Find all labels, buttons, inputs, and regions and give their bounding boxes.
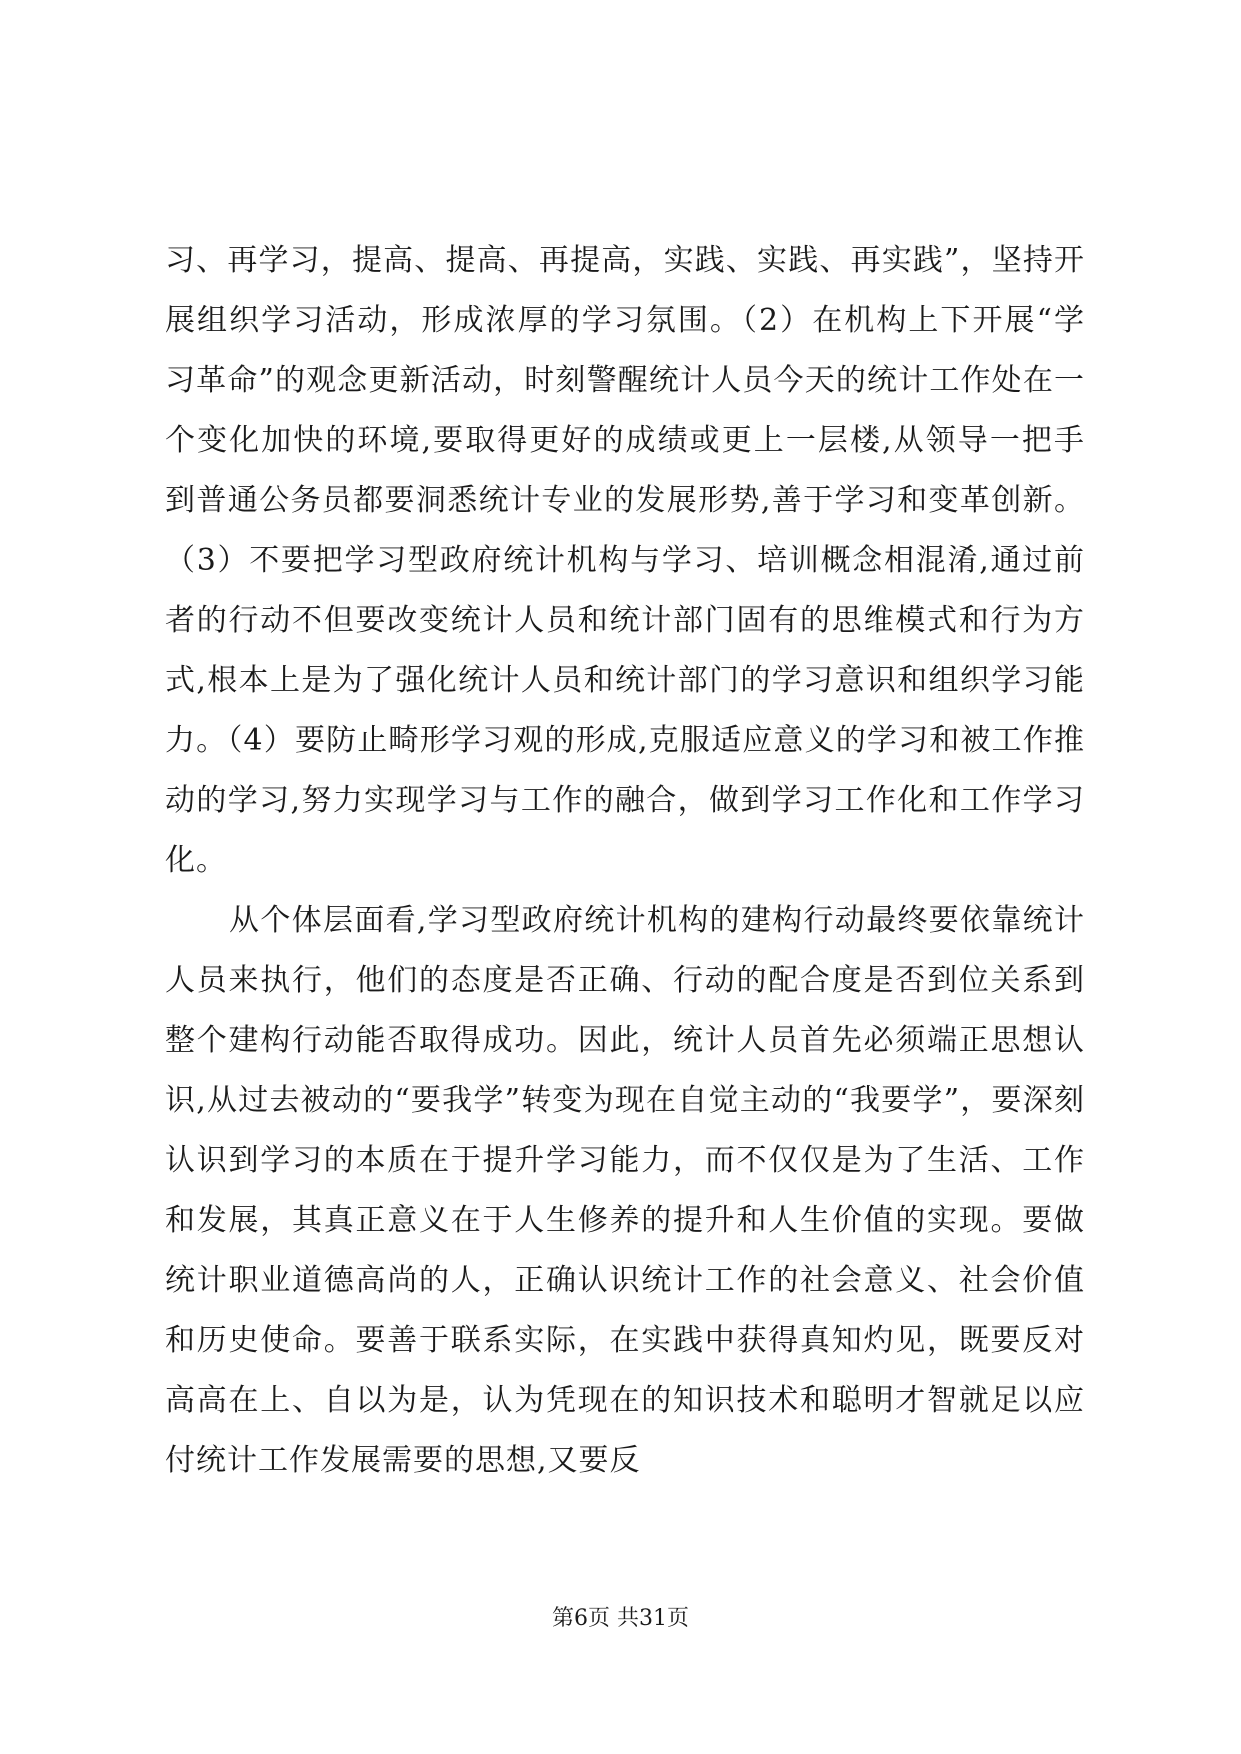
paragraph-1: 习、再学习，提高、提高、再提高，实践、实践、再实践”，坚持开展组织学习活动，形成浓厚的学习氛围。（2）在机构上下开展“学习革命”的观念更新活动，时刻警醒统计人员今天的统计工作处在一个变化加快的环境,要取得更好的成绩或更上一层楼,从领导一把手到普通公务员都要洞悉统计专业的发展形势,善于学习和变革创新。（3）不要把学习型政府统计机构与学习、培训概念相混淆,通过前者的行动不但要改变统计人员和统计部门固有的思维模式和行为方式,根本上是为了强化统计人员和统计部门的学习意识和组织学习能力。（4）要防止畸形学习观的形成,克服适应意义的学习和被工作推动的学习,努力实现学习与工作的融合，做到学习工作化和工作学习化。 <box>165 243 1085 878</box>
paragraph-2: 从个体层面看,学习型政府统计机构的建构行动最终要依靠统计人员来执行，他们的态度是否正确、行动的配合度是否到位关系到整个建构行动能否取得成功。因此，统计人员首先必须端正思想认识,从过去被动的“要我学”转变为现在自觉主动的“我要学”，要深刻认识到学习的本质在于提升学习能力，而不仅仅是为了生活、工作和发展，其真正意义在于人生修养的提升和人生价值的实现。要做统计职业道德高尚的人，正确认识统计工作的社会意义、社会价值和历史使命。要善于联系实际，在实践中获得真知灼见，既要反对高高在上、自以为是，认为凭现在的知识技术和聪明才智就足以应付统计工作发展需要的思想,又要反 <box>165 903 1085 1478</box>
body-text <box>165 231 1085 1491</box>
page-number-footer: 第6页 共31页 <box>552 1606 689 1631</box>
